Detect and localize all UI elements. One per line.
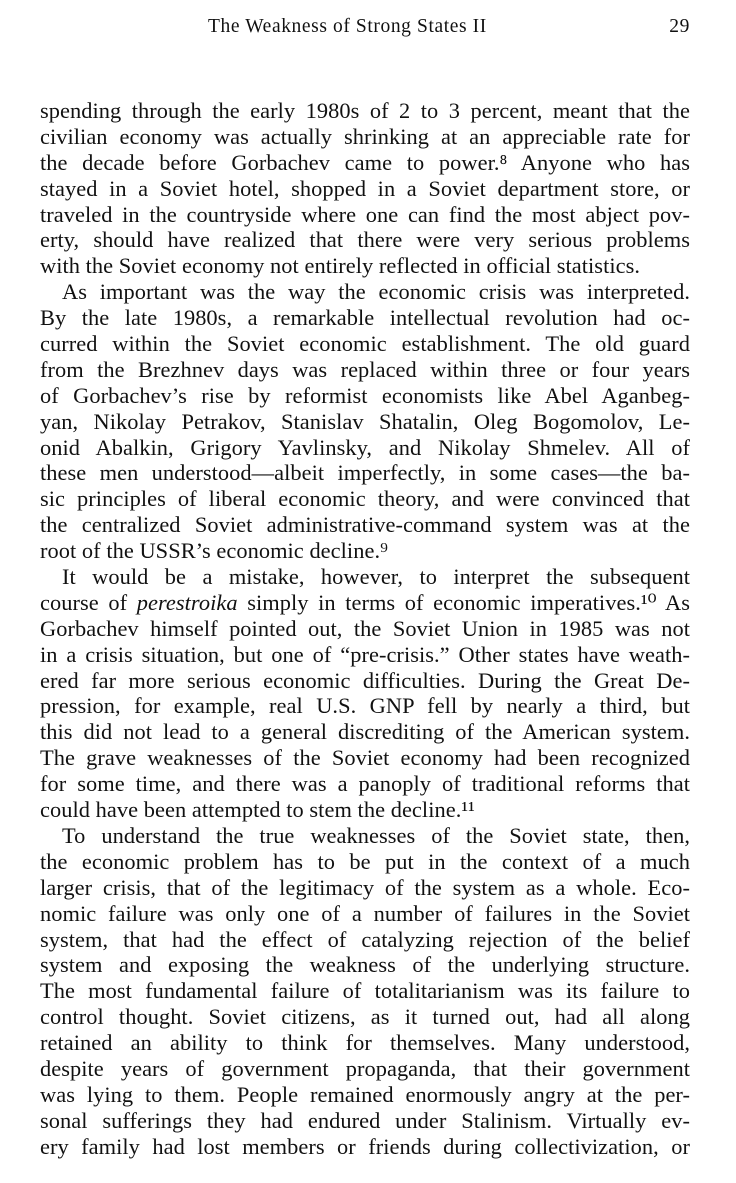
text-line: retained an ability to think for themselves. Many understood, — [40, 1030, 690, 1056]
body-text — [40, 98, 690, 1160]
text-line: sonal sufferings they had endured under Stalinism. Virtually ev- — [40, 1107, 690, 1133]
text-line: system, that had the effect of catalyzing rejection of the belief — [40, 926, 690, 952]
running-head — [40, 14, 690, 44]
book-page — [40, 14, 690, 1160]
text-line: the decade before Gorbachev came to power.⁸ Anyone who has — [40, 149, 690, 175]
text-line: nomic failure was only one of a number of failures in the Soviet — [40, 900, 690, 926]
text-line: with the Soviet economy not entirely reflected in official statistics. — [40, 253, 641, 279]
text-line: Gorbachev himself pointed out, the Soviet Union in 1985 was not — [40, 615, 690, 641]
text-line: To understand the true weaknesses of the Soviet state, then, — [62, 822, 690, 848]
text-line: ery family had lost members or friends during collectivization, or — [40, 1133, 690, 1159]
running-title: The Weakness of Strong States II — [208, 16, 487, 37]
text-line: from the Brezhnev days was replaced within three or four years — [40, 356, 690, 382]
text-line: The grave weaknesses of the Soviet economy had been recognized — [40, 745, 690, 771]
text-line: yan, Nikolay Petrakov, Stanislav Shatalin, Oleg Bogomolov, Le- — [40, 408, 690, 434]
text-line: curred within the Soviet economic establishment. The old guard — [40, 331, 690, 357]
text-line: system and exposing the weakness of the underlying structure. — [40, 952, 690, 978]
text-line: course of perestroika simply in terms of economic imperatives.¹⁰ As — [40, 589, 690, 615]
text-line: was lying to them. People remained enormously angry at the per- — [40, 1081, 690, 1107]
text-line: this did not lead to a general discrediting of the American system. — [40, 719, 690, 745]
text-line: erty, should have realized that there were very serious problems — [40, 227, 690, 253]
text-line: the centralized Soviet administrative-command system was at the — [40, 512, 690, 538]
text-line: spending through the early 1980s of 2 to 3 percent, meant that the — [40, 98, 690, 123]
text-line: sic principles of liberal economic theory, and were convinced that — [40, 486, 690, 512]
text-line: could have been attempted to stem the decline.¹¹ — [40, 797, 475, 823]
text-line: the economic problem has to be put in the context of a much — [40, 848, 690, 874]
text-line: larger crisis, that of the legitimacy of the system as a whole. Eco- — [40, 874, 690, 900]
text-line: onid Abalkin, Grigory Yavlinsky, and Nikolay Shmelev. All of — [40, 434, 690, 460]
text-line: traveled in the countryside where one can find the most abject pov- — [40, 201, 690, 227]
text-line: despite years of government propaganda, that their government — [40, 1055, 690, 1081]
text-line: As important was the way the economic crisis was interpreted. — [62, 279, 690, 305]
text-line: in a crisis situation, but one of “pre-crisis.” Other states have weath- — [40, 641, 690, 667]
text-line: control thought. Soviet citizens, as it turned out, had all along — [40, 1004, 690, 1030]
page-number: 29 — [669, 16, 690, 37]
text-line: The most fundamental failure of totalitarianism was its failure to — [40, 978, 690, 1004]
text-line: root of the USSR’s economic decline.⁹ — [40, 538, 388, 564]
text-line: stayed in a Soviet hotel, shopped in a Soviet department store, or — [40, 175, 690, 201]
text-line: It would be a mistake, however, to interpret the subsequent — [62, 564, 690, 590]
text-line: By the late 1980s, a remarkable intellectual revolution had oc- — [40, 305, 690, 331]
italic-term: perestroika — [136, 589, 238, 615]
text-line: for some time, and there was a panoply of traditional reforms that — [40, 771, 690, 797]
text-line: these men understood—albeit imperfectly, in some cases—the ba- — [40, 460, 690, 486]
text-line: of Gorbachev’s rise by reformist economists like Abel Aganbeg- — [40, 382, 690, 408]
text-line: pression, for example, real U.S. GNP fell by nearly a third, but — [40, 693, 690, 719]
text-line: civilian economy was actually shrinking at an appreciable rate for — [40, 123, 690, 149]
text-line: ered far more serious economic difficulties. During the Great De- — [40, 667, 690, 693]
